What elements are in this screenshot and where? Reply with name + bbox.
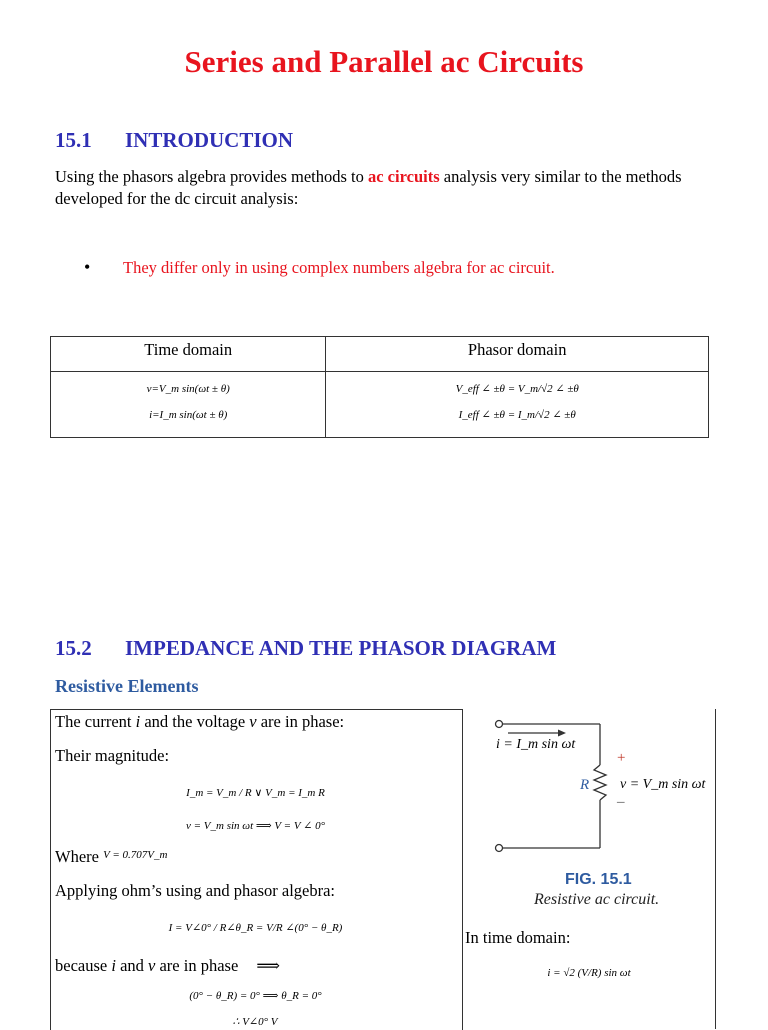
ohm-line: Applying ohm’s using and phasor algebra: — [55, 881, 336, 900]
time-eq-i: i=I_m sin(ωt ± θ) — [149, 409, 228, 421]
var-v: v — [148, 956, 156, 975]
intro-highlight: ac circuits — [367, 167, 440, 186]
phasor-domain-cell — [326, 372, 709, 438]
figure-label: FIG. 15.1 — [565, 871, 632, 888]
section-title: IMPEDANCE AND THE PHASOR DIAGRAM — [125, 636, 557, 660]
intro-text-end: analysis very similar to the methods developed for the dc circuit analysis: — [55, 167, 682, 208]
bullet-icon: • — [84, 257, 91, 277]
time-eq-v: v=V_m sin(ωt ± θ) — [146, 383, 230, 395]
resistor-icon — [594, 765, 606, 800]
where-eq: V = 0.707V_m — [103, 849, 168, 861]
phasor-eq-i: I_eff ∠ ±θ = I_m/√2 ∠ ±θ — [458, 409, 576, 421]
time-domain-cell — [51, 372, 326, 438]
current-label: i = I_m sin ωt — [496, 737, 576, 752]
domains-table — [50, 336, 709, 438]
terminal-bottom — [496, 845, 503, 852]
subheading-resistive: Resistive Elements — [55, 676, 199, 696]
plus-sign: + — [617, 750, 626, 766]
text: are in phase: — [256, 712, 345, 731]
bullet-text: They differ only in using complex numbers algebra for ac circuit. — [123, 258, 555, 277]
where-label: Where — [55, 847, 99, 866]
eq-phasor-v: v = V_m sin ωt ⟹ V = V ∠ 0° — [186, 820, 325, 832]
section-number: 15.1 — [55, 128, 92, 152]
eq-phase-angle: (0° − θ_R) = 0° ⟹ θ_R = 0° — [189, 990, 322, 1002]
var-i: i — [111, 956, 116, 975]
text: and — [115, 956, 149, 975]
intro-text-start: Using the phasors algebra provides methods to — [55, 167, 368, 186]
text: and the voltage — [140, 712, 250, 731]
time-domain-label: In time domain: — [465, 928, 571, 947]
var-i: i — [135, 712, 141, 731]
table-header-time: Time domain — [51, 337, 326, 372]
text: are in phase — [155, 956, 239, 975]
section-title: INTRODUCTION — [125, 128, 294, 152]
eq-current-phasor: I = V∠0° / R∠θ_R = V/R ∠(0° − θ_R) — [168, 922, 343, 934]
page-title: Series and Parallel ac Circuits — [184, 44, 584, 79]
section-heading-impedance — [55, 636, 556, 661]
implies-icon: ⟹ — [256, 956, 281, 975]
table-header-phasor: Phasor domain — [326, 337, 709, 372]
intro-paragraph — [55, 166, 715, 210]
eq-magnitude: I_m = V_m / R ∨ V_m = I_m R — [186, 787, 325, 799]
phase-statement — [55, 712, 344, 732]
where-line — [55, 847, 167, 867]
arrowhead-icon — [558, 730, 566, 737]
section-number: 15.2 — [55, 636, 92, 660]
terminal-top — [496, 721, 503, 728]
eq-partial: ∴ V∠0° V — [232, 1016, 278, 1028]
minus-sign: – — [617, 794, 625, 810]
voltage-label: v = V_m sin ωt — [620, 777, 706, 792]
figure-caption: Resistive ac circuit. — [534, 891, 660, 908]
text: The current — [55, 712, 136, 731]
phasor-eq-v: V_eff ∠ ±θ = V_m/√2 ∠ ±θ — [455, 383, 579, 395]
magnitude-label: Their magnitude: — [55, 746, 170, 765]
eq-time-current: i = √2 (V/R) sin ωt — [547, 967, 631, 979]
section-heading-intro — [55, 128, 293, 153]
resistor-label: R — [580, 777, 590, 793]
text: because — [55, 956, 112, 975]
var-v: v — [249, 712, 257, 731]
because-line — [55, 956, 280, 976]
